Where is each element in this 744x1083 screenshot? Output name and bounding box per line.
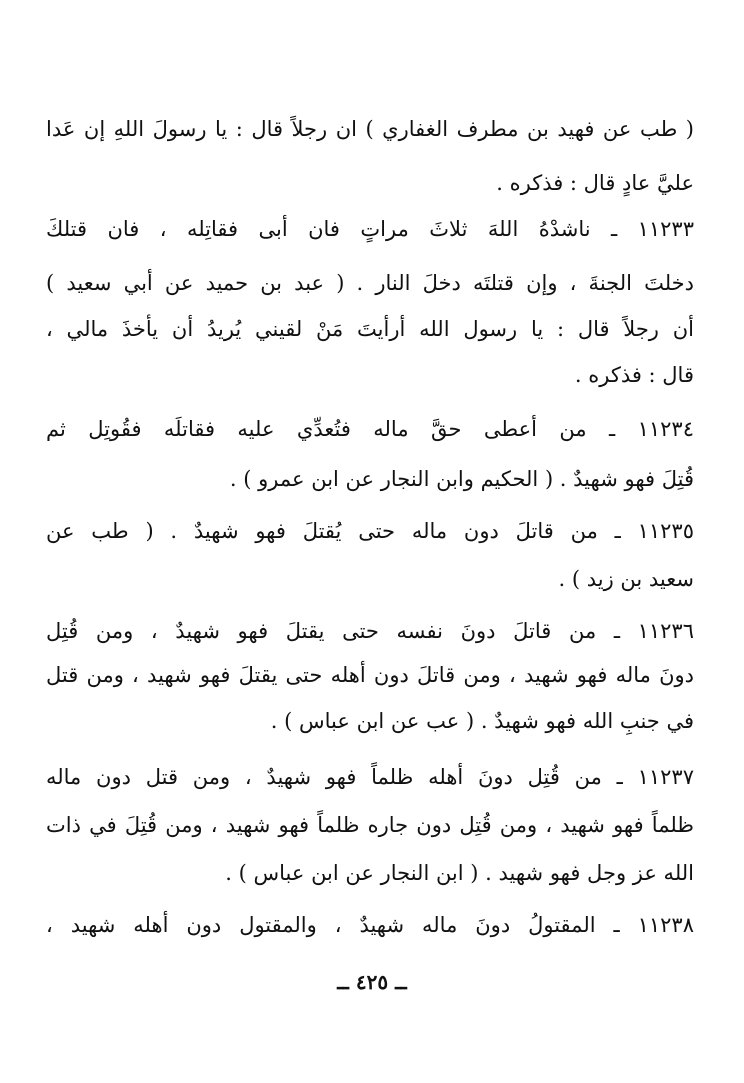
- text-line: سعيد بن زيد ) .: [558, 567, 694, 591]
- text-line: ١١٢٣٤ ـ من أعطى حقَّ ماله فتُعدِّي عليه فقاتلَه فقُوتِل ثم: [46, 417, 694, 441]
- text-line: ١١٢٣٣ ـ ناشدْهُ اللهَ ثلاثَ مراتٍ فان أبى فقاتِله ، فان قتلكَ: [46, 217, 694, 241]
- text-line: عليَّ عادٍ قال : فذكره .: [496, 171, 694, 195]
- text-line: ظلماً فهو شهيد ، ومن قُتِل دون جاره ظلماً فهو شهيد ، ومن قُتِلَ في ذات: [46, 813, 694, 837]
- page-number: ــ ٤٢٥ ــ: [337, 970, 407, 994]
- text-line: ١١٢٣٨ ـ المقتولُ دونَ ماله شهيدٌ ، والمقتول دون أهله شهيد ،: [46, 913, 694, 937]
- text-line: ١١٢٣٦ ـ من قاتلَ دونَ نفسه حتى يقتلَ فهو شهيدٌ ، ومن قُتِل: [46, 619, 694, 643]
- text-line: قال : فذكره .: [574, 363, 694, 387]
- text-line: أن رجلاً قال : يا رسول الله أرأيتَ مَنْ لقيني يُريدُ أن يأخذَ مالي ،: [46, 317, 694, 341]
- text-line: الله عز وجل فهو شهيد . ( ابن النجار عن ابن عباس ) .: [225, 861, 694, 885]
- text-line: ١١٢٣٧ ـ من قُتِل دونَ أهله ظلماً فهو شهيدٌ ، ومن قتل دون ماله: [46, 765, 694, 789]
- text-line: ( طب عن فهيد بن مطرف الغفاري ) ان رجلاً قال : يا رسولَ اللهِ إن عَدا: [46, 117, 694, 141]
- text-line: دخلتَ الجنةَ ، وإن قتلتَه دخلَ النار . ( عبد بن حميد عن أبي سعيد ): [46, 271, 694, 295]
- text-line: في جنبِ الله فهو شهيدٌ . ( عب عن ابن عباس ) .: [270, 709, 694, 733]
- text-line: قُتِلَ فهو شهيدٌ . ( الحكيم وابن النجار عن ابن عمرو ) .: [229, 467, 694, 491]
- text-line: ١١٢٣٥ ـ من قاتلَ دون ماله حتى يُقتلَ فهو شهيدٌ . ( طب عن: [46, 519, 694, 543]
- text-line: دونَ ماله فهو شهيد ، ومن قاتلَ دون أهله حتى يقتلَ فهو شهيد ، ومن قتل: [46, 663, 694, 687]
